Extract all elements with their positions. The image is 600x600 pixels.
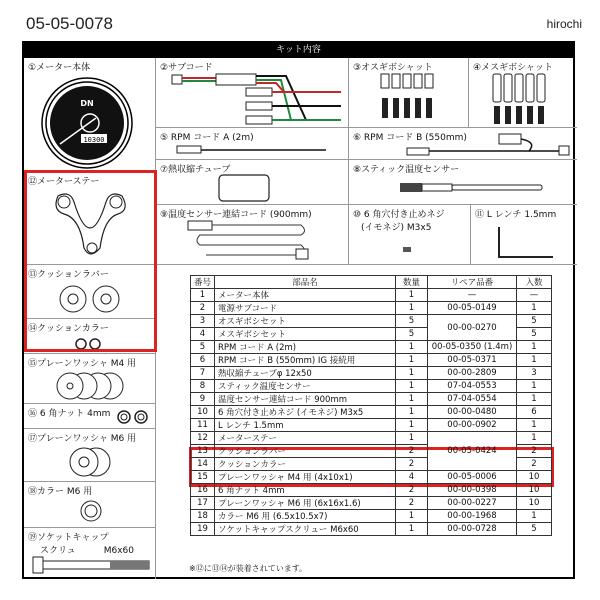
cell-name: 温度センサー連結コード 900mm [215,393,396,406]
male-terminal-set-icon [379,72,439,122]
item-label: ⑰プレーンワッシャ M6 用 [28,434,137,444]
cell-name: メスギボシセット [215,328,396,341]
cell-pack: 10 [517,471,552,484]
female-terminal-set-icon [491,72,551,126]
cell-name: メーター本体 [215,289,396,302]
col-header-name: 部品名 [215,276,396,289]
cell-no: 12 [191,432,215,445]
cell-no: 5 [191,341,215,354]
table-row [191,367,552,380]
cell-pack: — [517,289,552,302]
cell-pack: 5 [517,523,552,536]
table-row [191,354,552,367]
cell-qty: 2 [396,445,428,458]
cell-pack: 3 [517,367,552,380]
cell-qty: 1 [396,393,428,406]
item-temp-sensor [349,160,577,205]
highlight-stay-group [24,170,157,352]
temp-sensor-icon [399,182,549,194]
item-label: ②サブコード [160,63,213,73]
set-screw-icon [403,247,411,253]
table-row [191,341,552,354]
parts-table [190,275,552,536]
cell-pack: 1 [517,380,552,393]
cell-pack: 1 [517,510,552,523]
item-hex-nut [24,404,156,429]
cell-qty: 2 [396,458,428,471]
table-header [191,276,552,289]
cell-no: 18 [191,510,215,523]
rpm-cord-b-icon [399,132,579,158]
cell-repair: 00-00-0902 [428,419,517,432]
cell-no: 3 [191,315,215,328]
cell-repair: 07-04-0554 [428,393,517,406]
cell-pack: 1 [517,354,552,367]
cell-qty: 1 [396,341,428,354]
cell-repair: 00-05-0424 [428,432,517,471]
item-label: ①メーター本体 [28,63,91,73]
cell-name: クッションカラー [215,458,396,471]
table-row [191,315,552,328]
cell-name: スティック温度センサー [215,380,396,393]
item-sensor-extension-cord [156,205,349,265]
item-washer-m4 [24,354,156,404]
cell-pack: 1 [517,302,552,315]
socket-cap-screw-icon [32,556,152,574]
item-label: ④メスギボシャット [473,63,553,73]
heat-shrink-tube-icon [218,174,270,202]
item-male-terminals [349,58,469,128]
item-spec: M6x60 [103,546,135,556]
cell-pack: 10 [517,497,552,510]
cell-pack: 5 [517,315,552,328]
item-label: ⑲ソケットキャップ [28,533,109,543]
cell-qty: 1 [396,510,428,523]
cell-name: 熱収縮チューブφ 12x50 [215,367,396,380]
table-row [191,510,552,523]
item-meter [24,58,156,172]
item-label: ⑭クッションカラー [28,324,109,334]
collar-m6-icon [78,498,104,524]
cell-qty: 2 [396,484,428,497]
table-row [191,393,552,406]
cell-no: 15 [191,471,215,484]
cell-qty: 2 [396,497,428,510]
cell-name: 6 角ナット 4mm [215,484,396,497]
item-label: ⑤ RPM コード A (2m) [160,133,254,143]
cell-no: 13 [191,445,215,458]
item-collar-m6 [24,482,156,528]
washer-m6-icon [66,445,116,479]
cell-name: カラー M6 用 (6.5x10.5x7) [215,510,396,523]
cell-no: 14 [191,458,215,471]
item-set-screw [349,205,471,265]
cell-pack: 2 [517,445,552,458]
rpm-cord-a-icon [176,145,336,155]
cell-pack: 10 [517,484,552,497]
cell-pack: 1 [517,341,552,354]
item-label-2: スクリュ [40,546,76,556]
col-header-pack: 入数 [517,276,552,289]
cell-qty: 5 [396,315,428,328]
cell-name: L レンチ 1.5mm [215,419,396,432]
cell-pack: 6 [517,406,552,419]
cell-pack: 1 [517,432,552,445]
cell-name: プレーンワッシャ M4 用 (4x10x1) [215,471,396,484]
item-label: ⑦熱収縮チューブ [160,165,231,175]
cell-no: 1 [191,289,215,302]
table-row [191,484,552,497]
item-label: ⑧スティック温度センサー [353,165,460,175]
table-row [191,302,552,315]
item-label: ⑬クッションラバー [28,270,109,280]
cell-repair: 00-05-0149 [428,302,517,315]
cell-no: 10 [191,406,215,419]
cell-repair: 00-05-0350 (1.4m) [428,341,517,354]
cell-qty: 1 [396,419,428,432]
cell-name: RPM コード A (2m) [215,341,396,354]
item-sub-cord [156,58,349,128]
cell-no: 9 [191,393,215,406]
cell-name: 電源サブコード [215,302,396,315]
item-label: ⑯ 6 角ナット 4mm [28,409,111,419]
cell-qty: 1 [396,302,428,315]
cell-no: 4 [191,328,215,341]
cell-repair: 00-05-0371 [428,354,517,367]
l-wrench-icon [497,225,557,261]
item-l-wrench [471,205,577,265]
cell-pack: 2 [517,458,552,471]
cell-name: 6 角穴付き止めネジ (イモネジ) M3x5 [215,406,396,419]
cell-repair: 00-00-1968 [428,510,517,523]
item-label: ⑩ 6 角穴付き止めネジ [353,210,445,220]
cell-no: 16 [191,484,215,497]
cell-repair: 07-04-0553 [428,380,517,393]
part-code: 05-05-0078 [26,14,113,33]
svg-text:DN: DN [80,99,94,108]
cell-qty: 1 [396,432,428,445]
table-row [191,419,552,432]
sub-cord-icon [166,72,346,127]
item-label: ⑮プレーンワッシャ M4 用 [28,359,137,369]
cell-qty: 1 [396,380,428,393]
table-row [191,432,552,445]
col-header-repair: リペア品番 [428,276,517,289]
cell-repair: 00-00-2809 [428,367,517,380]
cell-repair: 00-00-0270 [428,315,517,341]
cell-no: 6 [191,354,215,367]
cell-pack: 1 [517,419,552,432]
cell-name: クッションラバー [215,445,396,458]
item-label-2: (イモネジ) M3x5 [361,223,432,233]
cell-name: RPM コード B (550mm) IG 接続用 [215,354,396,367]
item-socket-cap-screw [24,528,156,579]
table-footnote: ※⑫に⑬⑭が装着されています。 [189,564,308,573]
kit-contents-title: キット内容 [24,43,573,58]
cell-no: 17 [191,497,215,510]
cell-name: プレーンワッシャ M6 用 (6x16x1.6) [215,497,396,510]
cell-qty: 1 [396,406,428,419]
sensor-extension-cord-icon [186,219,316,263]
cell-no: 8 [191,380,215,393]
cell-qty: 1 [396,367,428,380]
cell-name: ソケットキャップスクリュー M6x60 [215,523,396,536]
cell-no: 11 [191,419,215,432]
table-row [191,406,552,419]
cell-name: メーターステー [215,432,396,445]
cell-repair: — [428,289,517,302]
hex-nut-icon [116,409,152,425]
col-header-qty: 数量 [396,276,428,289]
item-female-terminals [469,58,577,128]
cell-pack: 1 [517,393,552,406]
gauge-meter-icon [40,76,134,170]
cell-repair: 00-00-0480 [428,406,517,419]
table-row [191,523,552,536]
cell-pack: 5 [517,328,552,341]
washer-m4-icon [54,370,130,402]
table-row [191,380,552,393]
cell-repair: 00-05-0006 [428,471,517,484]
cell-no: 2 [191,302,215,315]
item-label: ⑨温度センサー連結コード (900mm) [160,210,312,220]
table-row [191,497,552,510]
cell-qty: 1 [396,354,428,367]
item-washer-m6 [24,429,156,482]
table-row [191,289,552,302]
item-label: ⑥ RPM コード B (550mm) [353,133,467,143]
table-row [191,471,552,484]
item-label: ⑱カラー M6 用 [28,487,93,497]
cell-repair: 00-00-0728 [428,523,517,536]
item-label: ⑫メーターステー [28,177,100,187]
col-header-no: 番号 [191,276,215,289]
cell-qty: 1 [396,523,428,536]
cell-repair: 00-00-0398 [428,484,517,497]
item-label: ⑪ L レンチ 1.5mm [475,210,557,220]
cell-qty: 4 [396,471,428,484]
cell-name: オスギボシセット [215,315,396,328]
cell-no: 7 [191,367,215,380]
cell-qty: 5 [396,328,428,341]
item-rpm-cord-a [156,128,349,160]
svg-text:10300: 10300 [83,136,105,144]
cell-no: 19 [191,523,215,536]
item-rpm-cord-b [349,128,577,160]
item-label: ③オスギボシャット [353,63,433,73]
item-heat-shrink-tube [156,160,349,205]
cell-qty: 1 [396,289,428,302]
cell-repair: 00-00-0227 [428,497,517,510]
brand-name: hirochi [546,17,582,31]
